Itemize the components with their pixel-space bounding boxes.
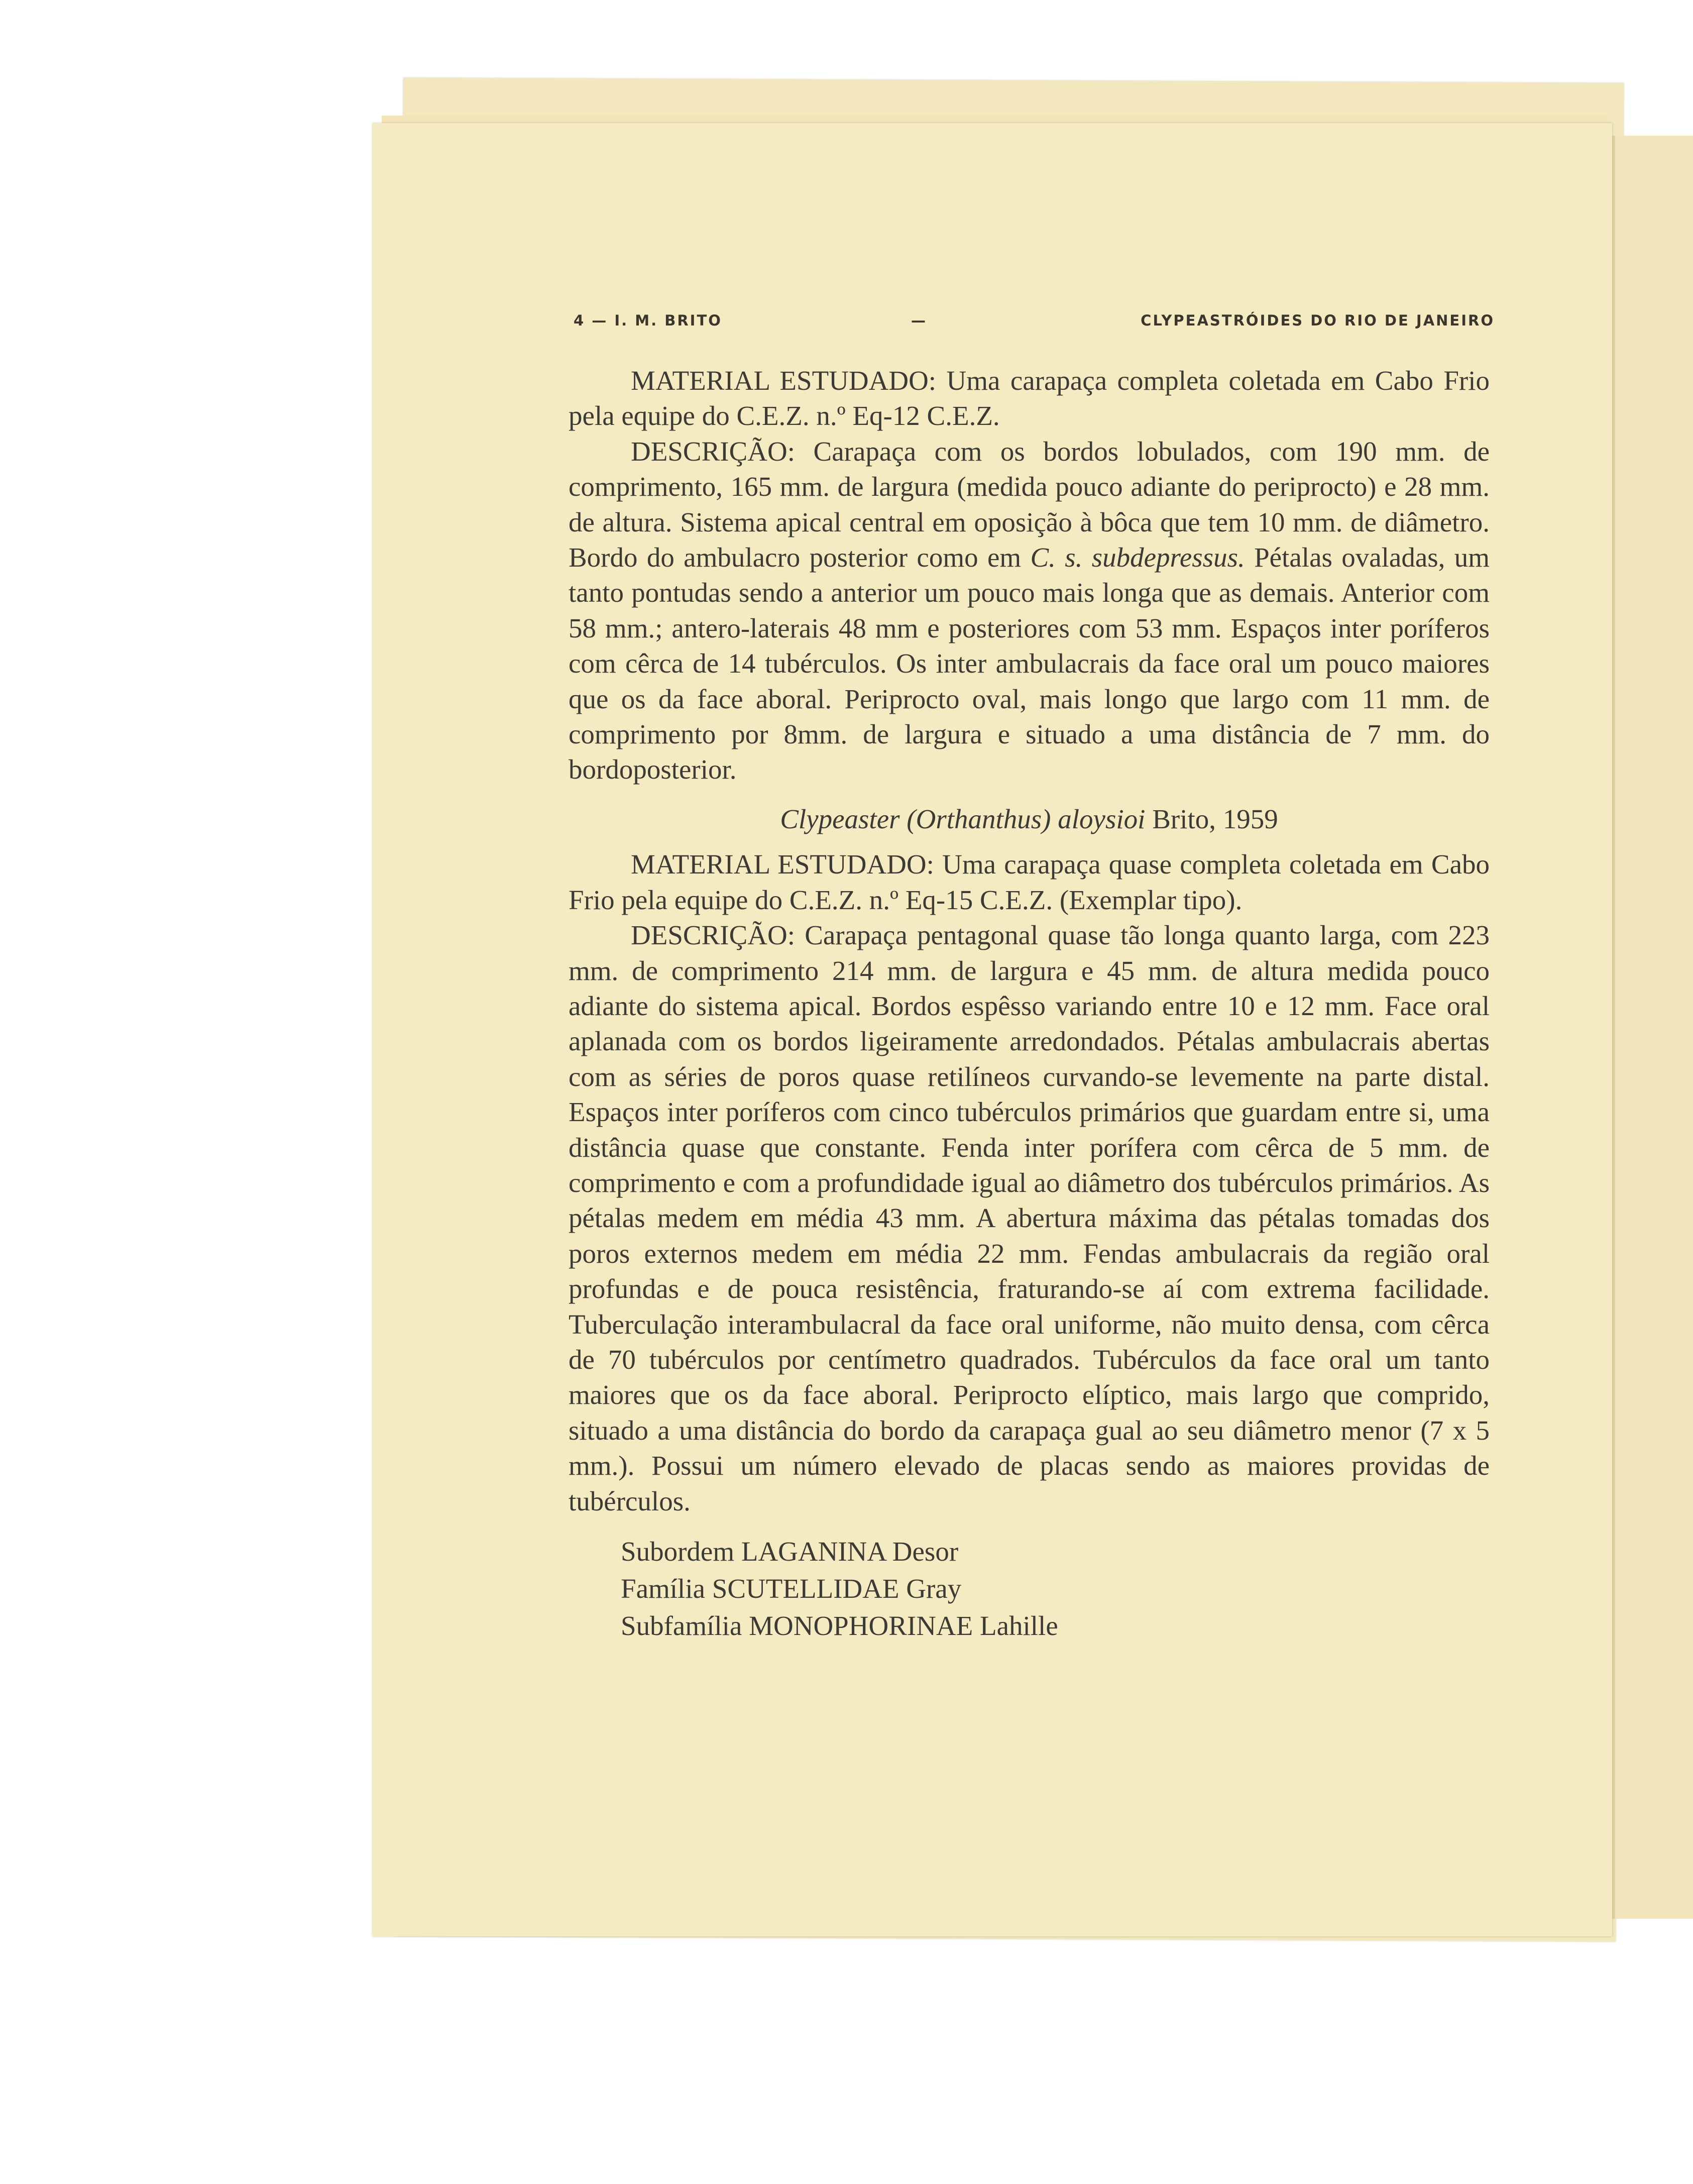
subgenus-name: (Orthanthus) bbox=[907, 803, 1051, 834]
header-title: CLYPEASTRÓIDES DO RIO DE JANEIRO bbox=[1141, 312, 1495, 329]
adjacent-page-edge bbox=[1610, 136, 1693, 1919]
taxon-suborder: Subordem LAGANINA Desor bbox=[621, 1536, 959, 1567]
taxonomy-list bbox=[621, 1533, 1490, 1645]
header-author: 4 — I. M. BRITO bbox=[574, 312, 722, 329]
genus-name: Clypeaster bbox=[780, 803, 900, 834]
species-name: aloysioi bbox=[1058, 803, 1146, 834]
header-dash: — bbox=[911, 312, 927, 329]
paragraph-material-1: MATERIAL ESTUDADO: Uma carapaça completa coletada em Cabo Frio pela equipe do C.E.Z. n.º Eq-12 C.E.Z. bbox=[569, 365, 1490, 431]
paragraph-description-2: DESCRIÇÃO: Carapaça pentagonal quase tão longa quanto larga, com 223 mm. de comprimento 214 mm. de largura e 45 mm. de altura medida pouco adiante do sistema apical. Bordos espêsso variando entre 10 e 12 mm. Face oral aplanada com os bordos ligeiramente arredondados. Pétalas ambulacrais abertas com as séries de poros quase retilíneos curvando-se levemente na parte distal. Espaços inter poríferos com cinco tubérculos primários que guardam entre si, uma distância quase que constante. Fenda inter porífera com cêrca de 5 mm. de comprimento e com a profundidade igual ao diâmetro dos tubérculos primários. As pétalas medem em média 43 mm. A abertura máxima das pétalas tomadas dos poros externos medem em média 22 mm. Fendas ambulacrais da região oral profundas e de pouca resistência, fraturando-se aí com extrema facilidade. Tuberculação interambulacral da face oral uniforme, não muito densa, com cêrca de 70 tubérculos por centímetro quadrados. Tubérculos da face oral um tanto maiores que os da face aboral. Periprocto elíptico, mais largo que comprido, situado a uma distância do bordo da carapaça gual ao seu diâmetro menor (7 x 5 mm.). Possui um número elevado de placas sendo as maiores providas de tubérculos. bbox=[569, 920, 1490, 1516]
taxon-family: Família SCUTELLIDAE Gray bbox=[621, 1573, 962, 1604]
description-1-text-cont: Pétalas ovaladas, um tanto pontudas sendo a anterior um pouco mais longa que as demais. Anterior com 58 mm.; antero-laterais 48 mm e posteriores com 53 mm. Espaços inter poríferos com cêrca de 14 tubérculos. Os inter ambulacrais da face oral um pouco maiores que os da face aboral. Periprocto oval, mais longo que largo com 11 mm. de comprimento por 8mm. de largura e situado a uma distância de 7 mm. do bordoposterior. bbox=[569, 542, 1490, 785]
species-reference: C. s. subdepressus. bbox=[1030, 542, 1245, 573]
species-author: Brito, 1959 bbox=[1152, 803, 1278, 834]
running-header bbox=[574, 312, 1495, 337]
body-text bbox=[569, 363, 1490, 1645]
paragraph-description-1 bbox=[569, 434, 1490, 788]
description-1-text: DESCRIÇÃO: Carapaça com os bordos lobulados, com 190 mm. de comprimento, 165 mm. de largura (medida pouco adiante do periprocto) e 28 mm. de altura. Sistema apical central em oposição à bôca que tem 10 mm. de diâmetro. Bordo do ambulacro posterior como em bbox=[569, 435, 1490, 573]
taxon-subfamily: Subfamília MONOPHORINAE Lahille bbox=[621, 1610, 1058, 1641]
paragraph-material-2: MATERIAL ESTUDADO: Uma carapaça quase completa coletada em Cabo Frio pela equipe do C.E.Z. n.º Eq-15 C.E.Z. (Exemplar tipo). bbox=[569, 849, 1490, 915]
species-heading bbox=[569, 802, 1490, 837]
